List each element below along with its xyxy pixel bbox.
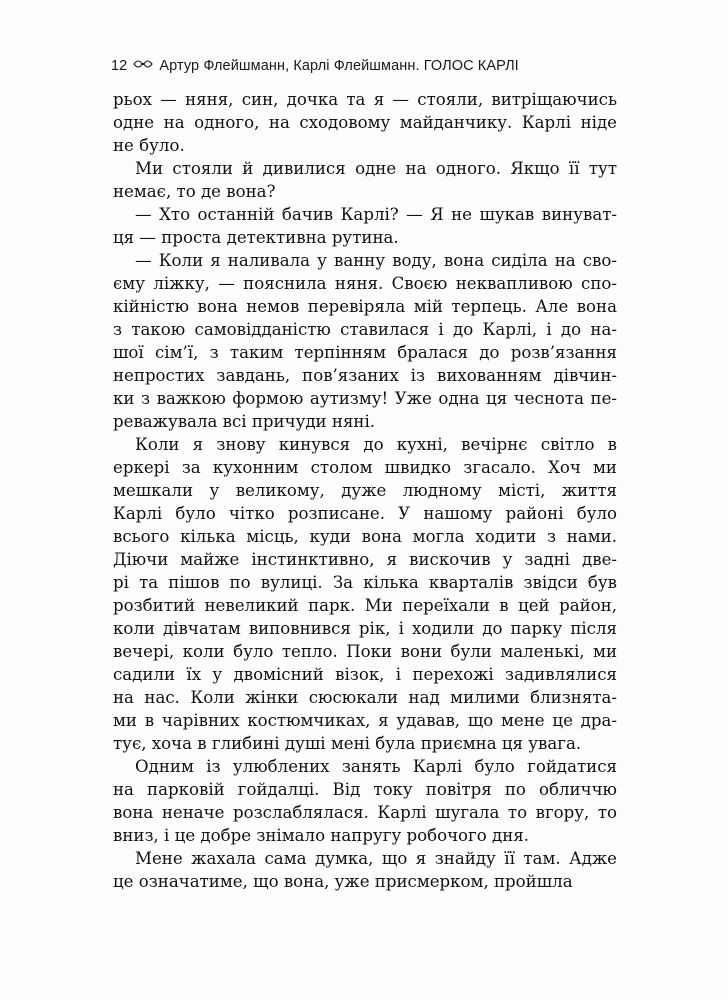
text-line: на нас. Коли жінки сюсюкали над милими близнята- xyxy=(113,688,617,707)
fleuron-ornament-icon xyxy=(133,57,153,73)
text-line: Ми стояли й дивилися одне на одного. Якщо її тут xyxy=(135,159,617,178)
text-line: розбитий невеликий парк. Ми переїхали в цей район, xyxy=(113,596,617,615)
text-line: немає, то де вона? xyxy=(113,182,276,201)
paragraph xyxy=(113,433,617,755)
text-line: мешкали у великому, дуже людному місті, життя xyxy=(113,481,617,500)
paragraph xyxy=(113,755,617,847)
text-line: з такою самовідданістю ставилася і до Карлі, і до на- xyxy=(113,320,617,339)
text-line: ки з важкою формою аутизму! Уже одна ця чеснота пе- xyxy=(113,389,617,408)
paragraph xyxy=(113,203,617,249)
text-line: рьох — няня, син, дочка та я — стояли, витріщаючись xyxy=(113,90,617,109)
running-title: Артур Флейшманн, Карлі Флейшманн. ГОЛОС КАРЛІ xyxy=(159,58,519,74)
text-line: Коли я знову кинувся до кухні, вечірнє світло в xyxy=(135,435,617,454)
text-line: одне на одного, на сходовому майданчику. Карлі ніде xyxy=(113,113,617,132)
text-line: Діючи майже інстинктивно, я вискочив у задні две- xyxy=(113,550,617,569)
text-line: не було. xyxy=(113,136,185,155)
paragraph xyxy=(113,88,617,157)
text-line: садили їх у двомісний візок, і перехожі задивлялися xyxy=(113,665,617,684)
text-line: шої сім’ї, з таким терпінням бралася до розв’язання xyxy=(113,343,617,362)
text-line: Одним із улюблених занять Карлі було гойдатися xyxy=(135,757,617,776)
text-line: всього кілька місць, куди вона могла ходити з нами. xyxy=(113,527,617,546)
text-line: єму ліжку, — пояснила няня. Своєю неквапливою спо- xyxy=(113,274,617,293)
text-line: на парковій гойдалці. Від току повітря по обличчю xyxy=(113,780,617,799)
text-line: реважувала всі причуди няні. xyxy=(113,412,376,431)
running-header xyxy=(111,58,519,74)
text-line: еркері за кухонним столом швидко згасало. Хоч ми xyxy=(113,458,617,477)
text-line: вона неначе розслаблялася. Карлі шугала то вгору, то xyxy=(113,803,617,822)
paragraph xyxy=(113,847,617,893)
text-line: вечері, коли було тепло. Поки вони були маленькі, ми xyxy=(113,642,617,661)
text-line: — Хто останній бачив Карлі? — Я не шукав винуват- xyxy=(135,205,617,224)
text-line: вниз, і це добре знімало напругу робочого дня. xyxy=(113,826,530,845)
text-line: ми в чарівних костюмчиках, я удавав, що мене це дра- xyxy=(113,711,617,730)
text-line: коли дівчатам виповнився рік, і ходили до парку після xyxy=(113,619,617,638)
text-line: непростих завдань, пов’язаних із вихованням дівчин- xyxy=(113,366,617,385)
text-line: кійністю вона немов перевіряла мій терпець. Але вона xyxy=(113,297,617,316)
text-line: рі та пішов по вулиці. За кілька кварталів звідси був xyxy=(113,573,617,592)
text-line: — Коли я наливала у ванну воду, вона сиділа на сво- xyxy=(135,251,617,270)
page-number: 12 xyxy=(111,58,128,74)
text-line: Мене жахала сама думка, що я знайду її там. Адже xyxy=(135,849,617,868)
text-line: ця — проста детективна рутина. xyxy=(113,228,399,247)
paragraph xyxy=(113,249,617,433)
text-line: тує, хоча в глибині душі мені була приємна ця увага. xyxy=(113,734,582,753)
text-line: це означатиме, що вона, уже присмерком, пройшла xyxy=(113,872,573,891)
body-text xyxy=(113,88,617,893)
paragraph xyxy=(113,157,617,203)
text-line: Карлі було чітко розписане. У нашому районі було xyxy=(113,504,617,523)
